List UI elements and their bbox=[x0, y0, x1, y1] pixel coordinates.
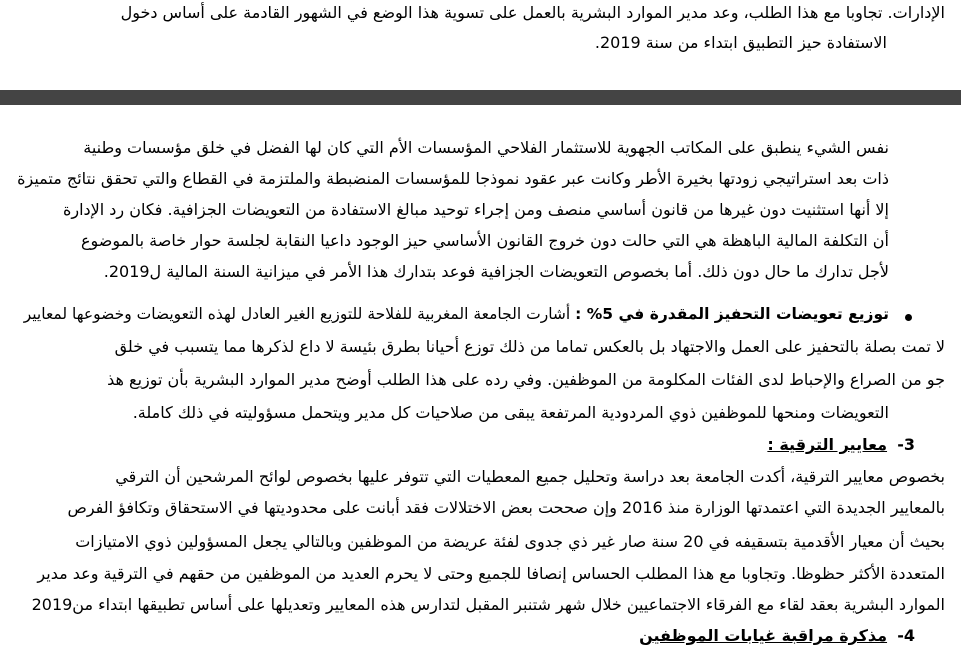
bullet-marker bbox=[905, 314, 912, 321]
bullet-line: لا تمت بصلة بالتحفيز على العمل والاجتهاد بل بالعكس تماما من ذلك توزع أحيانا بطرق بئيسة لا داع لذكرها مما يتسبب في خلق bbox=[114, 337, 945, 356]
top-fragment-line-1: الإدارات. تجاوبا مع هذا الطلب، وعد مدير الموارد البشرية بالعمل على تسوية هذا الوضع في الشهور القادمة على أساس دخول bbox=[120, 3, 945, 22]
paragraph-line: لأجل تدارك ما حال دون ذلك. أما بخصوص التعويضات الجزافية فوعد بتدارك هذا الأمر في ميزانية السنة المالية ل2019. bbox=[103, 262, 889, 281]
paragraph-line: إلا أنها استثنيت دون غيرها من قانون أساسي منصف ومن إجراء توحيد مبالغ الاستفادة من التعويضات الجزافية. فكان رد الإدارة bbox=[62, 200, 889, 219]
section-3-line: المتعددة الأكثر حظوظا. وتجاوبا مع هذا المطلب الحساس إنصافا للجميع وحتى لا يحرم العديد من الموظفين من حقهم في الترقية وعد مدير bbox=[37, 564, 945, 583]
section-3-title: معايير الترقية : bbox=[767, 435, 888, 454]
top-fragment-line-2: الاستفادة حيز التطبيق ابتداء من سنة 2019. bbox=[594, 33, 887, 52]
section-3-heading bbox=[767, 434, 915, 456]
section-4-title: مذكرة مراقبة غيابات الموظفين bbox=[639, 626, 888, 645]
section-3-number: 3- bbox=[897, 435, 915, 454]
paragraph-line: أن التكلفة المالية الباهظة هي التي حالت دون خروج القانون الأساسي حيز الوجود داعيا النقابة لجلسة حوار خاصة بالموضوع bbox=[80, 231, 889, 250]
section-3-line: الموارد البشرية بعقد لقاء مع الفرقاء الاجتماعيين خلال شهر شتنبر المقبل لتدارس هذه المعايير وتعديلها على أساس تطبيقها ابتداء من2019 bbox=[31, 595, 945, 614]
paragraph-line: نفس الشيء ينطبق على المكاتب الجهوية للاستثمار الفلاحي المؤسسات الأم التي كان لها الفضل في خلق مؤسسات وطنية bbox=[83, 138, 889, 157]
section-4-number: 4- bbox=[897, 626, 915, 645]
section-3-line: بخصوص معايير الترقية، أكدت الجامعة بعد دراسة وتحليل جميع المعطيات التي تتوفر عليها بخصوص لوائح المرشحين أن الترقي bbox=[115, 467, 945, 486]
paragraph-line: ذات بعد استراتيجي زودتها بخيرة الأطر وكانت عبر عقود نموذجا للمؤسسات المنضبطة والملتزمة في القطاع والتي تحقق نتائج متميزة bbox=[17, 169, 889, 188]
section-4-heading bbox=[639, 625, 915, 647]
bullet-line: التعويضات ومنحها للموظفين ذوي المردودية المرتفعة يبقى من صلاحيات كل مدير ويتحمل مسؤوليته في ذلك كاملة. bbox=[132, 403, 889, 422]
bullet-first-line bbox=[24, 303, 889, 325]
section-3-line: بالمعايير الجديدة التي اعتمدتها الوزارة منذ 2016 وإن صححت بعض الاختلالات فقد أبانت على محدوديتها في الاستحقاق وتكافؤ الفرص bbox=[67, 498, 945, 517]
bullet-heading: توزيع تعويضات التحفيز المقدرة في 5% : bbox=[575, 305, 889, 323]
bullet-line: جو من الصراع والإحباط لدى الفئات المكلومة من الموظفين. وفي رده على هذا الطلب أوضح مدير الموارد البشرية بأن توزيع هذ bbox=[107, 370, 945, 389]
section-3-line: بحيث أن معيار الأقدمية بتسقيفه في 20 سنة صار غير ذي جدوى لفئة عريضة من الموظفين وبالتالي يجعل المسؤولين ذوي الامتيازات bbox=[75, 532, 945, 551]
page-separator-band bbox=[0, 90, 961, 105]
bullet-first-line-text: أشارت الجامعة المغربية للفلاحة للتوزيع الغير العادل لهذه التعويضات وخضوعها لمعايير bbox=[23, 305, 576, 323]
